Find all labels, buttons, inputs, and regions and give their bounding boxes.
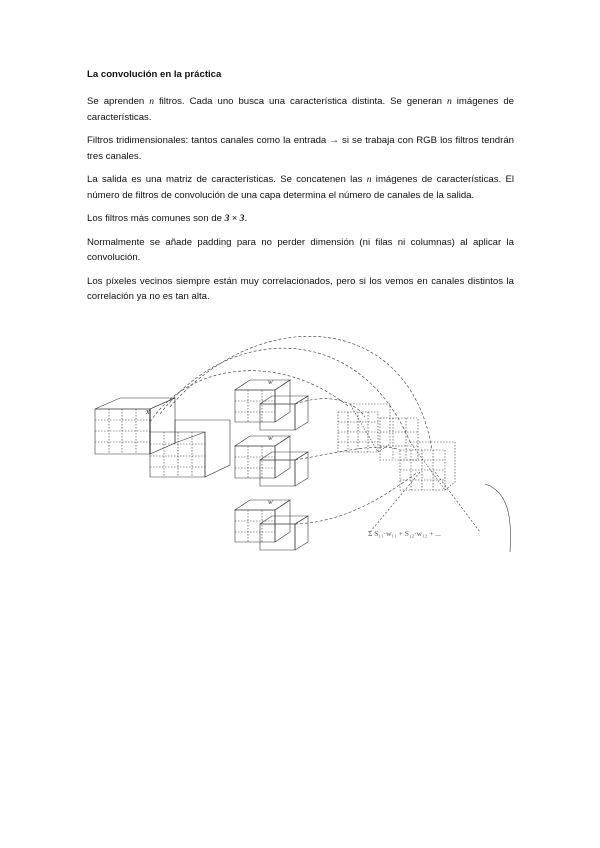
paragraph-3d-filters bbox=[87, 133, 514, 164]
input-label: x bbox=[146, 407, 150, 416]
output-volume bbox=[400, 442, 455, 490]
paragraph-output bbox=[87, 172, 514, 203]
filter-3 bbox=[235, 500, 308, 550]
input-volume bbox=[95, 398, 230, 477]
filter-3-label: w bbox=[268, 498, 273, 506]
filter-2-label: w bbox=[268, 434, 273, 442]
formula-label: Σ S₁₁·w₁₁ + S₁₂·w₁₂ + ... bbox=[368, 529, 441, 538]
paragraph-filters bbox=[87, 94, 514, 125]
feature-maps-stack bbox=[338, 404, 418, 460]
paragraph-filter-size bbox=[87, 211, 514, 227]
p1-math-n2: n bbox=[446, 96, 452, 107]
paragraph-padding: Normalmente se añade padding para no perder dimensión (ni filas ni columnas) al aplicar la convolución. bbox=[87, 236, 514, 263]
p1-text-a: Se aprenden bbox=[87, 96, 150, 107]
p4-filter-size: 3 × 3 bbox=[224, 213, 245, 224]
convolution-diagram bbox=[80, 322, 520, 558]
filter-1 bbox=[235, 380, 308, 430]
p2-arrow: → bbox=[329, 135, 339, 146]
filter-2 bbox=[235, 436, 308, 486]
convolution-figure bbox=[80, 322, 520, 558]
p2-text-b: si se trabaja con RGB los filtros tendrán tres canales. bbox=[87, 135, 514, 162]
p4-text-b: . bbox=[244, 213, 248, 224]
section-title: La convolución en la práctica bbox=[87, 69, 222, 80]
p1-text-c: imágenes de características. bbox=[87, 96, 515, 123]
p1-math-n1: n bbox=[149, 96, 155, 107]
p3-text-a: La salida es una matriz de características. Se concatenen las bbox=[87, 174, 367, 185]
paragraph-correlation: Los píxeles vecinos siempre están muy correlacionados, pero si los vemos en canales distintos la correlación ya no es tan alta. bbox=[87, 275, 514, 302]
formula-projection bbox=[370, 472, 480, 532]
document-content bbox=[87, 68, 514, 313]
filter-1-label: w bbox=[268, 378, 273, 386]
formula-bracket bbox=[485, 484, 511, 552]
p1-text-b: filtros. Cada uno busca una característica distinta. Se generan bbox=[154, 96, 447, 107]
p4-text-a: Los filtros más comunes son de bbox=[87, 213, 225, 224]
p3-math-n: n bbox=[366, 174, 372, 185]
p2-text-a: Filtros tridimensionales: tantos canales como la entrada bbox=[87, 135, 330, 146]
p3-text-b: imágenes de características. El número de filtros de convolución de una capa determina el número de canales de la salida. bbox=[87, 174, 514, 201]
